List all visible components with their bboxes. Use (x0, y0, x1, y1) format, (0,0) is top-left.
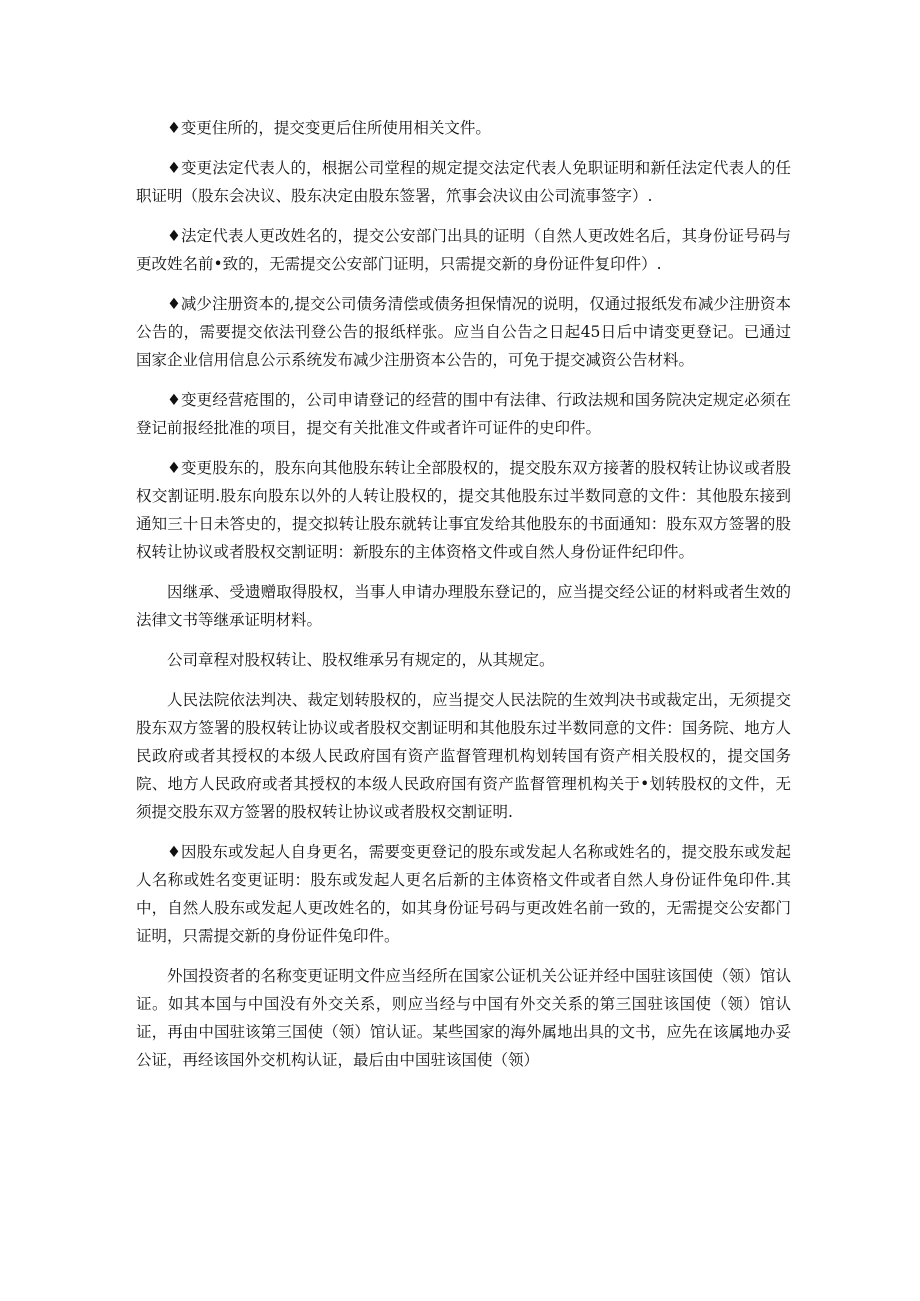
paragraph-representative-name-change: ♦法定代表人更改姓名的，提交公安部门出具的证明（自然人更改姓名后，其身份证号码与更改姓名前•致的，无需提交公安部门证明，只需提交新的身份证件复印件）. (136, 227, 791, 273)
paragraph-change-business-scope: ♦变更经营疮围的，公司申请登记的经营的围中有法律、行政法规和国务院决定规定必须在登记前报经批准的项目，提交有关批准文件或者许可证件的史印件。 (136, 391, 791, 437)
paragraph-foreign-investor: 外国投资者的名称变更证明文件应当经所在国家公证机关公证并经中国驻该国使（领）馆认证。如其本国与中国没有外交关系，则应当经与中国有外交关系的第三国驻该国使（领）馆认证，再由中国驻该第三国使（领）馆认证。某些国家的海外属地出具的文书，应先在该属地办妥公证，再经该国外交机构认证，最后由中国驻该国使（领） (136, 967, 791, 1069)
paragraph-change-address: ♦变更住所的，提交变更后住所使用相关文件。 (167, 119, 491, 137)
paragraph-change-shareholder: ♦变更股东的，股东向其他股东转让全部股权的，提交股东双方接著的股权转让协议或者股权交割证明.股东向股东以外的人转让股权的，提交其他股东过半数同意的文件：其他股东接到通知三十日未答史的，提交拟转让股东就转让事宜发给其他股东的书面通知：股东双方签署的股权转让协议或者股权交割证明：新股东的主体资格文件或自然人身份证件纪印件。 (136, 459, 791, 561)
paragraph-inheritance: 因继承、受遗赠取得股权，当事人申请办理股东登记的，应当提交经公证的材料或者生效的法律文书等继承证明材料。 (136, 583, 791, 629)
paragraph-articles-rule: 公司章程对股权转让、股权维承另有规定的，从其规定。 (167, 651, 555, 669)
paragraph-change-legal-representative: ♦变更法定代表人的，根据公司堂程的规定提交法定代表人免职证明和新任法定代表人的任职证明（股东会决议、股东决定由股东签署，笊事会决议由公司流事签字）. (136, 159, 791, 205)
paragraph-shareholder-rename: ♦因股东或发起人自身更名，需要变更登记的股东或发起人名称或姓名的，提交股东或发起人名称或姓名变更证明：股东或发起人更名后新的主体资格文件或者自然人身份证件兔印件.其中，自然人股东或发起人更改姓名的，如其身份证号码与更改姓名前一致的，无需提交公安都门证明，只需提交新的身份证件兔印件。 (136, 843, 791, 945)
document-body (136, 114, 791, 1074)
paragraph-court-transfer: 人民法院依法判决、裁定划转股权的，应当提交人民法院的生效判决书或裁定出，无须提交股东双方签署的股权转让协议或者股权交割证明和其他股东过半数同意的文件：国务院、地方人民政府或者其授权的本级人民政府国有资产监督管理机构划转国有资产相关股权的，提交国务院、地方人民政府或者其授权的本级人民政府国有资产监督管理机构关于•划转股权的文件，无须提交股东双方签署的股权转让协议或者股权交割证明. (136, 691, 791, 821)
paragraph-reduce-capital: ♦减少注册资本的,提交公司债务清偿或债务担保情况的说明，仅通过报纸发布减少注册资本公告的，需要提交依法刊登公告的报纸样张。应当自公告之日起45日后中请变更登记。已通过国家企业信用信息公示系统发布减少注册资本公告的，可免于提交减资公告材料。 (136, 295, 791, 369)
